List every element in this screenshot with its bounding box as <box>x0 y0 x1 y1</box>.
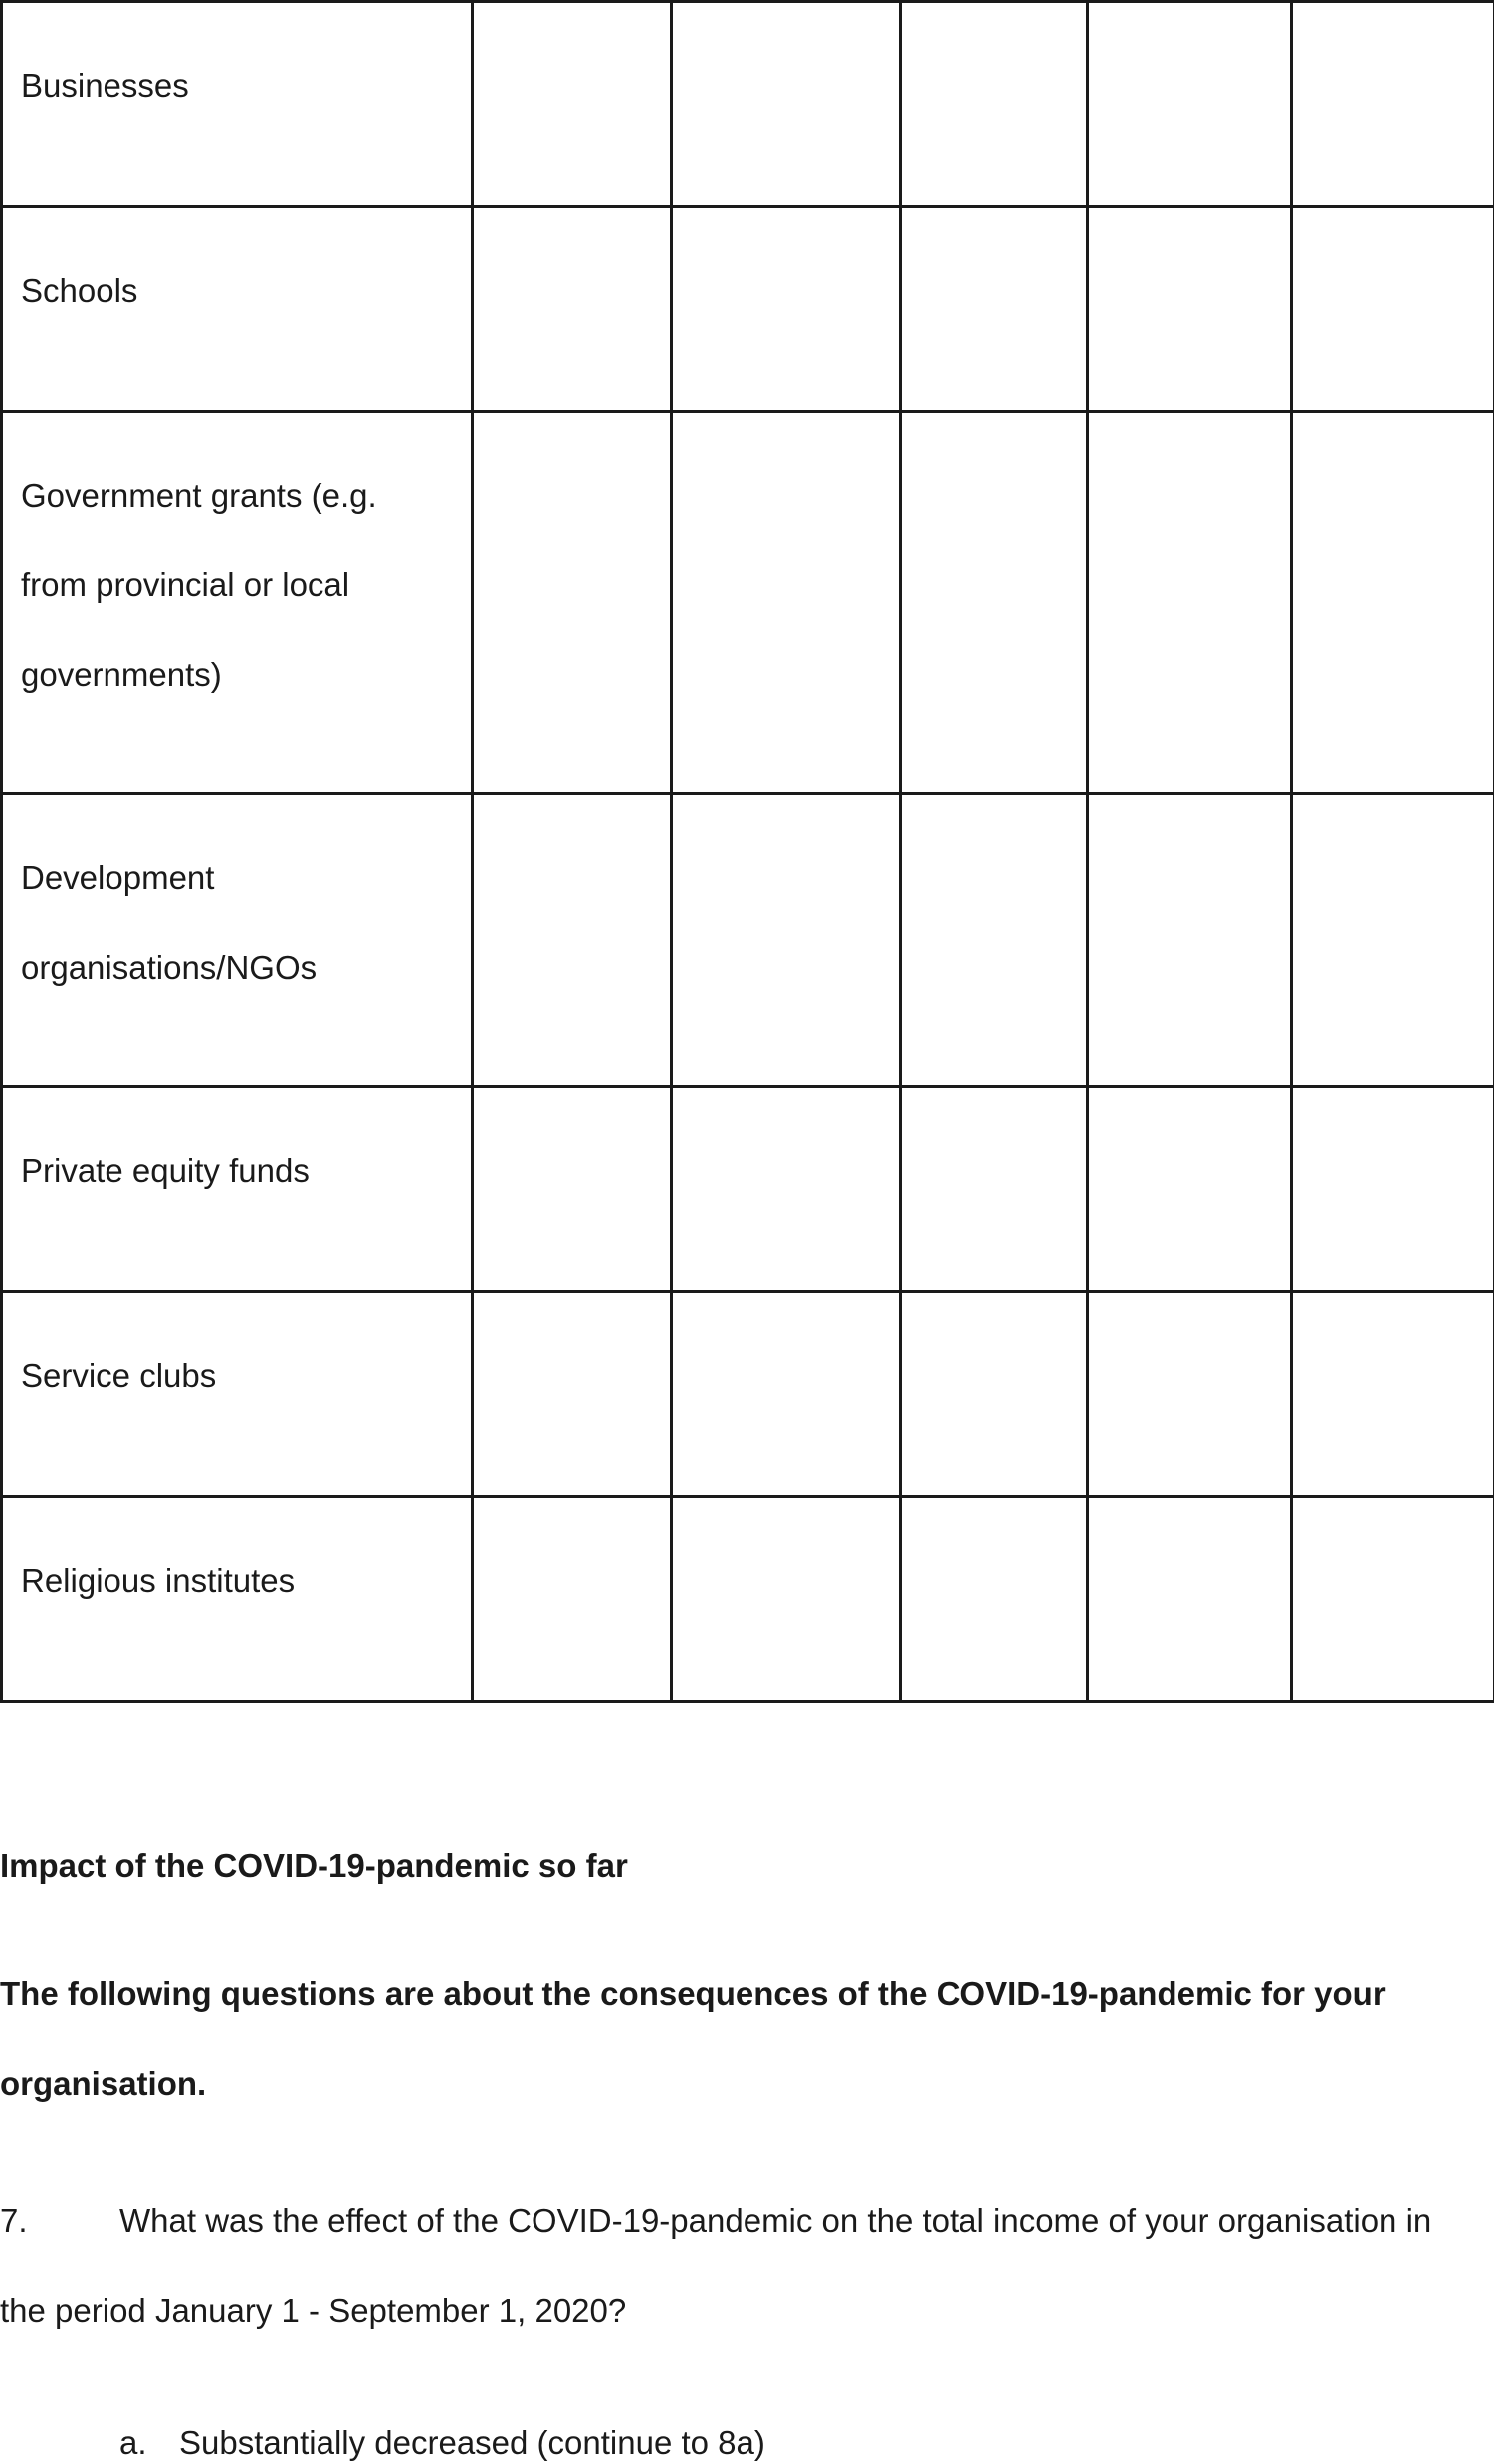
table-cell[interactable] <box>473 412 672 794</box>
table-cell[interactable] <box>901 1292 1088 1497</box>
table-cell[interactable] <box>672 1497 901 1702</box>
table-row <box>2 2 1494 207</box>
row-label: organisations/NGOs <box>21 923 453 1012</box>
table-cell[interactable] <box>672 207 901 412</box>
row-label: Businesses <box>21 41 453 130</box>
row-label: Service clubs <box>21 1331 453 1421</box>
table-cell[interactable] <box>1292 1292 1494 1497</box>
table-cell[interactable] <box>1292 1497 1494 1702</box>
row-label: from provincial or local <box>21 541 453 630</box>
option-letter: a. <box>119 2424 147 2462</box>
table-cell[interactable] <box>901 2 1088 207</box>
option-text: Substantially decreased (continue to 8a) <box>179 2424 765 2462</box>
table-cell[interactable] <box>672 1292 901 1497</box>
answer-option[interactable] <box>0 2424 1493 2464</box>
table-cell[interactable] <box>901 1087 1088 1292</box>
section-intro-line2: organisation. <box>0 2065 206 2103</box>
table-cell[interactable] <box>473 1087 672 1292</box>
table-cell[interactable] <box>1292 207 1494 412</box>
row-label-cell <box>2 1292 473 1497</box>
table-cell[interactable] <box>473 794 672 1087</box>
table-cell[interactable] <box>1088 794 1292 1087</box>
row-label-cell <box>2 1497 473 1702</box>
table-row <box>2 207 1494 412</box>
table-cell[interactable] <box>901 207 1088 412</box>
row-label: Private equity funds <box>21 1126 453 1216</box>
table-cell[interactable] <box>901 1497 1088 1702</box>
section-intro-line1: The following questions are about the consequences of the COVID-19-pandemic for your <box>0 1975 1386 2013</box>
row-label-cell <box>2 2 473 207</box>
table-cell[interactable] <box>1088 1497 1292 1702</box>
table-cell[interactable] <box>473 1292 672 1497</box>
row-label: Schools <box>21 246 453 336</box>
question-number: 7. <box>0 2202 28 2240</box>
row-label: Government grants (e.g. <box>21 451 453 541</box>
row-label: Development <box>21 833 453 923</box>
row-label-cell <box>2 412 473 794</box>
table-cell[interactable] <box>672 2 901 207</box>
table-row <box>2 1292 1494 1497</box>
table-cell[interactable] <box>672 412 901 794</box>
table-cell[interactable] <box>672 1087 901 1292</box>
row-label-cell <box>2 207 473 412</box>
table-row <box>2 412 1494 794</box>
table-cell[interactable] <box>473 2 672 207</box>
question-text-line2: the period January 1 - September 1, 2020? <box>0 2292 626 2330</box>
table-cell[interactable] <box>1088 1292 1292 1497</box>
table-cell[interactable] <box>1088 2 1292 207</box>
table-cell[interactable] <box>1292 794 1494 1087</box>
table-cell[interactable] <box>1292 1087 1494 1292</box>
table-cell[interactable] <box>473 207 672 412</box>
question-block <box>0 2202 1493 2242</box>
table-cell[interactable] <box>1292 2 1494 207</box>
table-row <box>2 1087 1494 1292</box>
table-cell[interactable] <box>672 794 901 1087</box>
row-label: governments) <box>21 630 453 720</box>
row-label-cell <box>2 1087 473 1292</box>
table-cell[interactable] <box>1088 412 1292 794</box>
table-cell[interactable] <box>1088 1087 1292 1292</box>
section-heading: Impact of the COVID-19-pandemic so far <box>0 1847 628 1885</box>
table-cell[interactable] <box>901 412 1088 794</box>
table-row <box>2 1497 1494 1702</box>
question-text-line1: What was the effect of the COVID-19-pandemic on the total income of your organisation in <box>119 2202 1431 2240</box>
table-cell[interactable] <box>1088 207 1292 412</box>
table-cell[interactable] <box>901 794 1088 1087</box>
table-cell[interactable] <box>473 1497 672 1702</box>
table-row <box>2 794 1494 1087</box>
row-label-cell <box>2 794 473 1087</box>
table-cell[interactable] <box>1292 412 1494 794</box>
row-label: Religious institutes <box>21 1536 453 1626</box>
